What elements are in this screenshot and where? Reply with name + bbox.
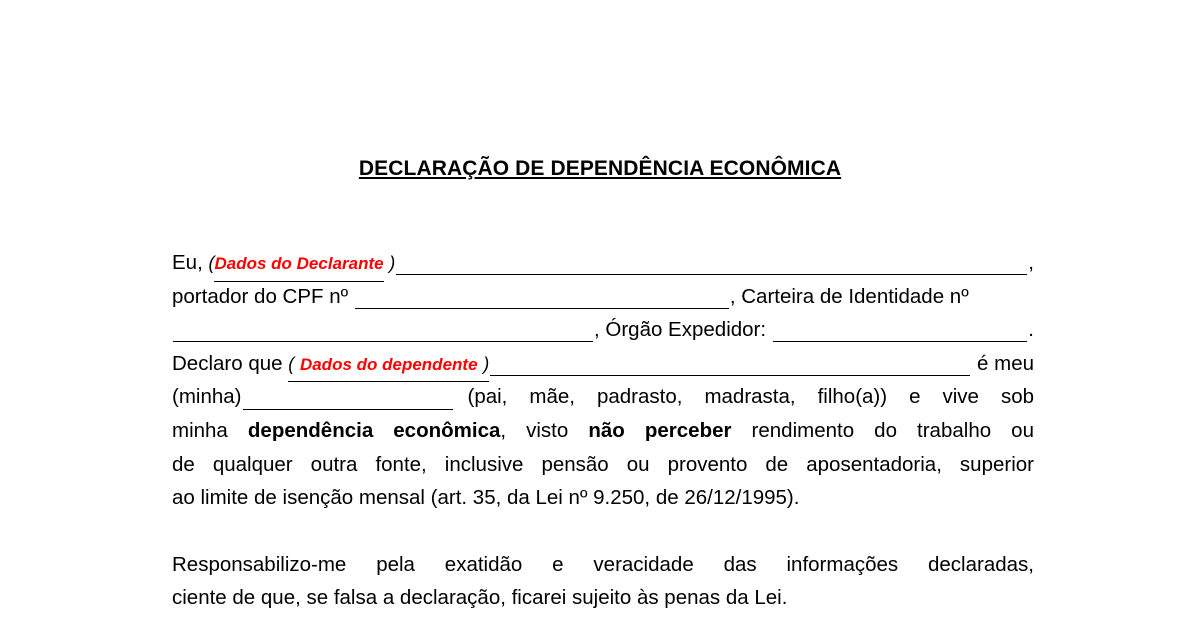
declarant-paren-open: ( — [208, 253, 215, 273]
responsibility-line-2: ciente de que, se falsa a declaração, ficarei sujeito às penas da Lei. — [172, 586, 788, 610]
dependency-line — [172, 414, 1034, 448]
rg-line — [172, 313, 1034, 347]
relationship-prefix: (minha) — [172, 385, 242, 409]
dependent-name-blank[interactable] — [490, 357, 970, 376]
document-title: DECLARAÇÃO DE DEPENDÊNCIA ECONÔMICA — [358, 157, 842, 180]
cpf-prefix: portador do CPF nº — [172, 284, 349, 308]
dependency-text-a: minha — [172, 418, 228, 442]
cpf-suffix: , Carteira de Identidade nº — [729, 284, 969, 308]
dependent-paren-close: ) — [483, 353, 490, 374]
dependent-placeholder[interactable]: Dados do dependente — [299, 354, 478, 374]
cpf-blank[interactable] — [355, 290, 729, 309]
relationship-blank[interactable] — [243, 391, 453, 410]
declarant-paren-close: ) — [389, 253, 396, 273]
law-reference-line: ao limite de isenção mensal (art. 35, da Lei nº 9.250, de 26/12/1995). — [172, 486, 800, 510]
relationship-group — [172, 380, 454, 414]
declarant-name-blank[interactable] — [396, 256, 1027, 275]
issuer-blank[interactable] — [773, 323, 1028, 342]
declarant-suffix: , — [1028, 251, 1034, 274]
income-source-line: de qualquer outra fonte, inclusive pensão ou provento de aposentadoria, superior — [172, 452, 1034, 476]
relationship-line — [172, 380, 1034, 414]
dependent-line — [172, 347, 1034, 381]
dependent-paren-open: ( — [288, 353, 295, 374]
issuer-label: , Órgão Expedidor: — [594, 318, 767, 342]
declarant-line — [172, 246, 1034, 280]
dependency-text-c: , visto — [500, 418, 569, 442]
relationship-options: (pai, mãe, padrasto, madrasta, filho(a)) e vive sob — [467, 385, 1034, 409]
dependency-text-e: rendimento do trabalho ou — [751, 418, 1034, 442]
cpf-line — [172, 280, 1034, 314]
dependent-prefix: Declaro que — [172, 351, 283, 375]
document-body — [172, 246, 1034, 615]
identity-number-blank[interactable] — [173, 323, 593, 342]
declarant-placeholder[interactable]: Dados do Declarante — [214, 247, 383, 282]
no-income-bold-term: não perceber — [588, 418, 732, 442]
dependency-bold-term: dependência econômica — [247, 418, 501, 442]
dependent-placeholder-group — [288, 347, 489, 383]
dependent-suffix: é meu — [977, 351, 1034, 375]
responsibility-line-1: Responsabilizo-me pela exatidão e veracidade das informações declaradas, — [172, 552, 1034, 576]
declarant-prefix: Eu, — [172, 251, 203, 274]
rg-line-suffix: . — [1028, 318, 1034, 342]
